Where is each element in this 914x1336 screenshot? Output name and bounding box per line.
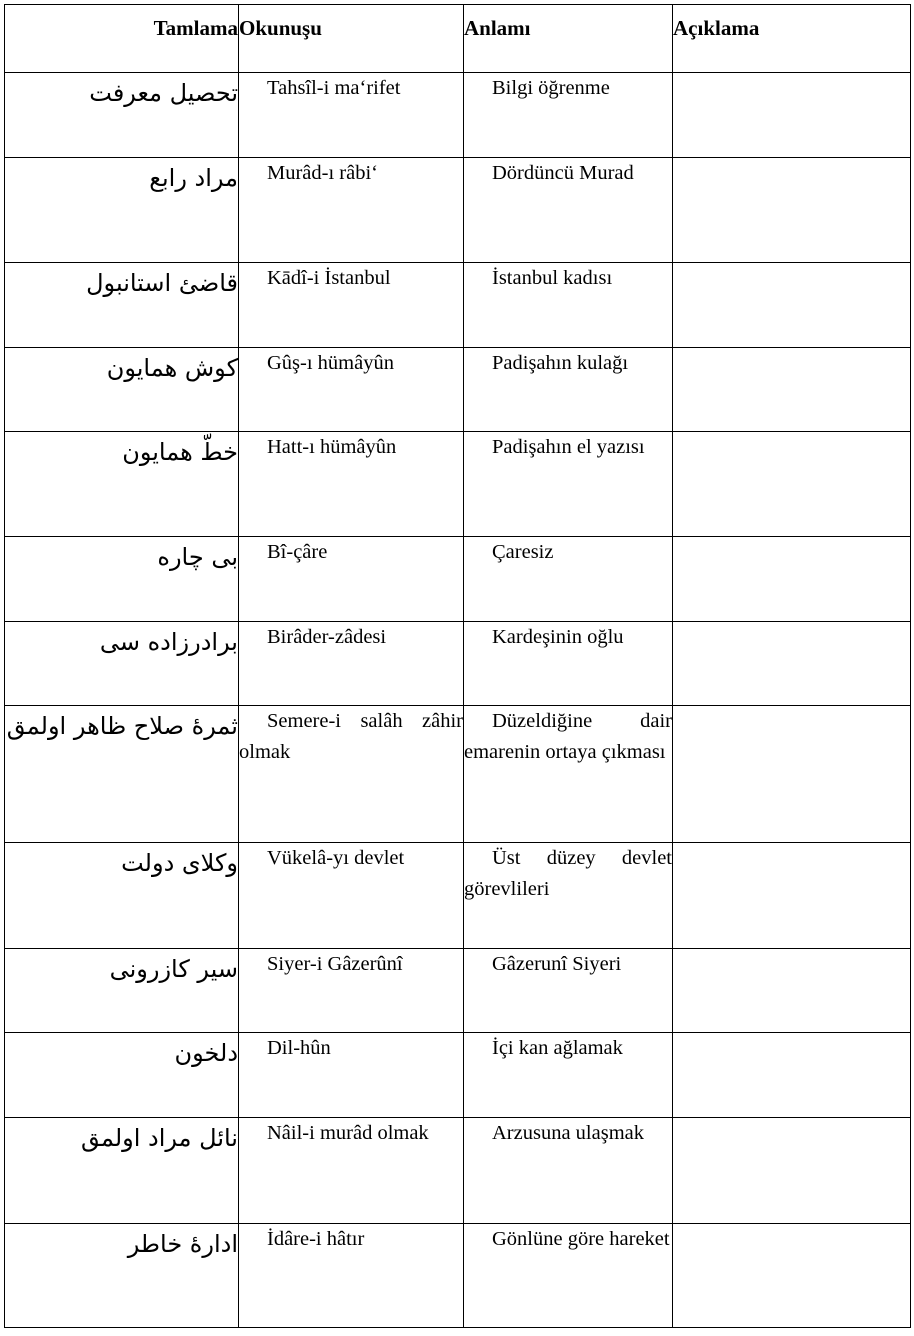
table-row (5, 537, 911, 622)
cell-meaning: Gönlüne göre hareket (464, 1224, 673, 1328)
cell-meaning: Arzusuna ulaşmak (464, 1118, 673, 1224)
cell-ottoman: وكلاى دولت (5, 843, 239, 949)
cell-reading: Gûş-ı hümâyûn (239, 348, 464, 432)
cell-meaning: Dördüncü Murad (464, 158, 673, 263)
cell-meaning: Çaresiz (464, 537, 673, 622)
cell-meaning: Gâzerunî Siyeri (464, 949, 673, 1033)
table-row (5, 1118, 911, 1224)
cell-note (673, 1118, 911, 1224)
table-row (5, 432, 911, 537)
table-row (5, 263, 911, 348)
cell-reading: Siyer-i Gâzerûnî (239, 949, 464, 1033)
table-row (5, 158, 911, 263)
table-row (5, 622, 911, 706)
cell-ottoman: مراد رابع (5, 158, 239, 263)
cell-ottoman: ادارهٔ خاطر (5, 1224, 239, 1328)
cell-reading: İdâre-i hâtır (239, 1224, 464, 1328)
cell-ottoman: تحصيل معرفت (5, 73, 239, 158)
cell-reading: Nâil-i murâd olmak (239, 1118, 464, 1224)
table-row (5, 949, 911, 1033)
header-anlami: Anlamı (464, 5, 673, 73)
cell-reading: Bî-çâre (239, 537, 464, 622)
cell-ottoman: بى چاره (5, 537, 239, 622)
cell-meaning: Üst düzey devlet görevlileri (464, 843, 673, 949)
cell-meaning: Kardeşinin oğlu (464, 622, 673, 706)
table-row (5, 1224, 911, 1328)
cell-ottoman: سير كازرونى (5, 949, 239, 1033)
cell-note (673, 622, 911, 706)
header-row (5, 5, 911, 73)
table-row (5, 73, 911, 158)
header-tamlama: Tamlama (5, 5, 239, 73)
cell-reading: Kādî-i İstanbul (239, 263, 464, 348)
cell-meaning: İstanbul kadısı (464, 263, 673, 348)
cell-reading: Tahsîl-i ma‘rifet (239, 73, 464, 158)
cell-note (673, 432, 911, 537)
cell-reading: Hatt-ı hümâyûn (239, 432, 464, 537)
cell-ottoman: ثمرهٔ صلاح ظاهر اولمق (5, 706, 239, 843)
cell-reading: Dil-hûn (239, 1033, 464, 1118)
header-aciklama: Açıklama (673, 5, 911, 73)
cell-note (673, 1033, 911, 1118)
cell-note (673, 158, 911, 263)
table-row (5, 706, 911, 843)
cell-reading: Vükelâ-yı devlet (239, 843, 464, 949)
cell-note (673, 1224, 911, 1328)
cell-meaning: Padişahın el yazısı (464, 432, 673, 537)
cell-ottoman: كوش همايون (5, 348, 239, 432)
cell-ottoman: نائل مراد اولمق (5, 1118, 239, 1224)
cell-ottoman: خطّ همايون (5, 432, 239, 537)
terms-table (4, 4, 911, 1328)
cell-note (673, 843, 911, 949)
cell-meaning: Düzeldiğine dair emarenin ortaya çıkması (464, 706, 673, 843)
cell-meaning: Padişahın kulağı (464, 348, 673, 432)
cell-note (673, 263, 911, 348)
cell-note (673, 706, 911, 843)
cell-note (673, 348, 911, 432)
cell-meaning: Bilgi öğrenme (464, 73, 673, 158)
cell-ottoman: قاضئ استانبول (5, 263, 239, 348)
table-row (5, 843, 911, 949)
header-okunusu: Okunuşu (239, 5, 464, 73)
cell-ottoman: برادرزاده سى (5, 622, 239, 706)
table-row (5, 1033, 911, 1118)
cell-reading: Semere-i salâh zâhir olmak (239, 706, 464, 843)
cell-meaning: İçi kan ağlamak (464, 1033, 673, 1118)
cell-reading: Birâder-zâdesi (239, 622, 464, 706)
cell-note (673, 949, 911, 1033)
cell-ottoman: دلخون (5, 1033, 239, 1118)
cell-reading: Murâd-ı râbi‘ (239, 158, 464, 263)
cell-note (673, 73, 911, 158)
table-row (5, 348, 911, 432)
cell-note (673, 537, 911, 622)
